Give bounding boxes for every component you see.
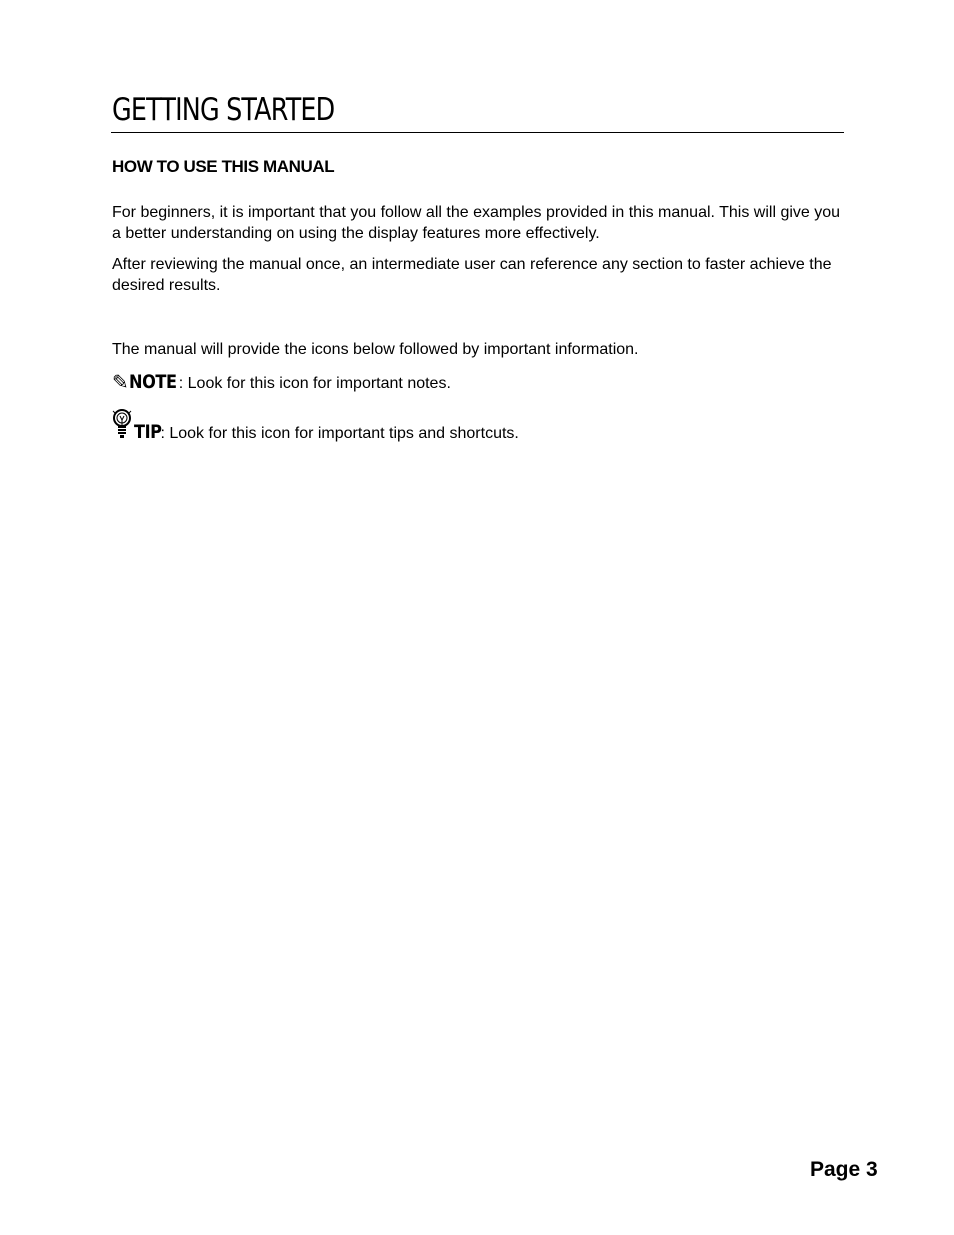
icons-intro-paragraph: The manual will provide the icons below followed by important information.	[112, 341, 639, 358]
note-legend	[112, 372, 451, 394]
lightbulb-icon	[112, 408, 134, 444]
tip-description: : Look for this icon for important tips and shortcuts.	[160, 425, 519, 442]
page-title: GETTING STARTED	[112, 92, 335, 128]
intro-paragraph-intermediate: After reviewing the manual once, an intermediate user can reference any section to faster achieve the desired results.	[112, 256, 832, 294]
title-divider	[111, 132, 844, 133]
tip-legend	[112, 408, 519, 444]
intro-paragraph-beginners: For beginners, it is important that you follow all the examples provided in this manual. This will give you a better understanding on using the display features more effectively.	[112, 204, 841, 242]
tip-label: TIP	[134, 421, 162, 443]
pencil-icon: ✎	[112, 370, 129, 394]
page-number: Page 3	[810, 1158, 878, 1181]
section-heading: HOW TO USE THIS MANUAL	[112, 157, 335, 176]
note-description: : Look for this icon for important notes.	[178, 375, 451, 392]
note-label: NOTE	[128, 371, 177, 393]
